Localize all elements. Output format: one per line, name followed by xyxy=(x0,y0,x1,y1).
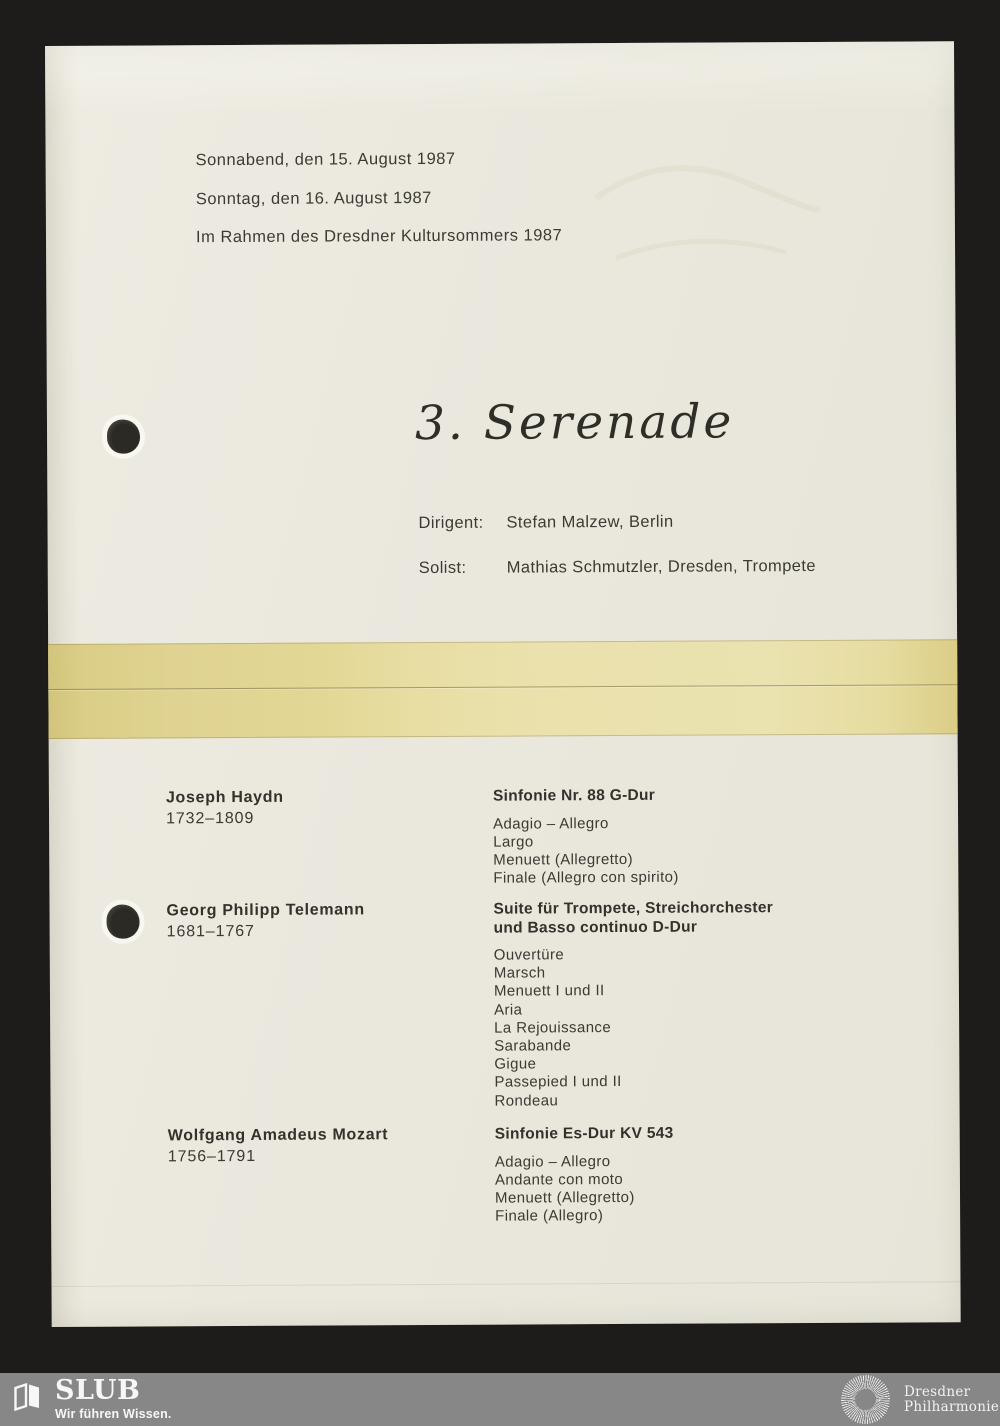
movement-list xyxy=(494,944,915,1110)
dresdner-philharmonie-wordmark xyxy=(904,1385,999,1414)
conductor-name: Stefan Malzew, Berlin xyxy=(506,512,674,532)
movement: Finale (Allegro con spirito) xyxy=(493,868,679,887)
composer-dates: 1681–1767 xyxy=(166,922,255,941)
movement: Menuett (Allegretto) xyxy=(494,1188,635,1207)
work-title-line: und Basso continuo D-Dur xyxy=(493,918,698,937)
dresdner-philharmonie-logo xyxy=(841,1375,999,1424)
conductor-role-label: Dirigent: xyxy=(418,513,484,533)
slub-logo xyxy=(12,1375,172,1421)
composer-dates: 1756–1791 xyxy=(167,1147,257,1166)
movement: Finale (Allegro) xyxy=(495,1207,604,1225)
program-section-mozart xyxy=(51,1123,960,1225)
punch-hole-top xyxy=(107,420,140,454)
movement: Gigue xyxy=(494,1055,537,1073)
tape-seam xyxy=(48,684,957,690)
movement: Largo xyxy=(493,833,534,851)
movement: Andante con moto xyxy=(494,1170,624,1189)
composer-name: Joseph Haydn xyxy=(165,788,284,807)
punch-hole-bottom xyxy=(106,905,139,939)
movement: Adagio – Allegro xyxy=(494,1152,611,1171)
open-book-icon xyxy=(12,1382,42,1412)
conductor-line xyxy=(418,512,815,559)
movement: Ouvertüre xyxy=(493,946,565,964)
movement: Rondeau xyxy=(494,1091,559,1110)
dp-line-1: Dresdner xyxy=(904,1384,971,1400)
soloist-line xyxy=(419,557,816,604)
work-title-line: Sinfonie Nr. 88 G-Dur xyxy=(492,786,656,805)
slub-tagline: Wir führen Wissen. xyxy=(55,1407,172,1421)
movement-list xyxy=(493,813,913,888)
program-page xyxy=(45,41,961,1327)
event-dates xyxy=(196,139,563,256)
program-section-telemann xyxy=(49,898,958,1110)
soloist-name: Mathias Schmutzler, Dresden, Trompete xyxy=(506,556,816,577)
movement: Passepied I und II xyxy=(494,1073,622,1092)
composer-name: Georg Philipp Telemann xyxy=(166,901,365,920)
concert-title: 3. Serenade xyxy=(414,394,735,452)
program-section-haydn xyxy=(49,785,958,887)
movement: Marsch xyxy=(493,964,546,982)
work-title-line: Suite für Trompete, Streichorchester xyxy=(493,899,774,918)
paper-crease xyxy=(51,1281,960,1287)
composer-name: Wolfgang Amadeus Mozart xyxy=(167,1126,389,1145)
footer-bar xyxy=(0,1373,1000,1426)
sunburst-icon xyxy=(841,1375,890,1424)
slub-wordmark: SLUB xyxy=(55,1375,141,1406)
movement: Adagio – Allegro xyxy=(493,814,609,833)
date-line: Sonnabend, den 15. August 1987 xyxy=(195,149,456,170)
dp-line-2: Philharmonie xyxy=(904,1398,1000,1415)
movement: Menuett I und II xyxy=(493,982,605,1001)
movement-list xyxy=(495,1151,915,1226)
occasion-line: Im Rahmen des Dresdner Kultursommers 1987 xyxy=(195,226,563,247)
movement: Aria xyxy=(494,1001,523,1019)
movement: Menuett (Allegretto) xyxy=(493,850,634,869)
movement: La Rejouissance xyxy=(494,1018,612,1037)
soloist-role-label: Solist: xyxy=(418,558,467,578)
performer-credits xyxy=(418,512,816,604)
work-title-line: Sinfonie Es-Dur KV 543 xyxy=(494,1124,674,1143)
faint-pencil-marks xyxy=(575,137,836,308)
movement: Sarabande xyxy=(494,1037,572,1055)
composer-dates: 1732–1809 xyxy=(166,809,255,828)
date-line: Sonntag, den 16. August 1987 xyxy=(195,188,432,208)
tape-strip xyxy=(48,639,957,739)
